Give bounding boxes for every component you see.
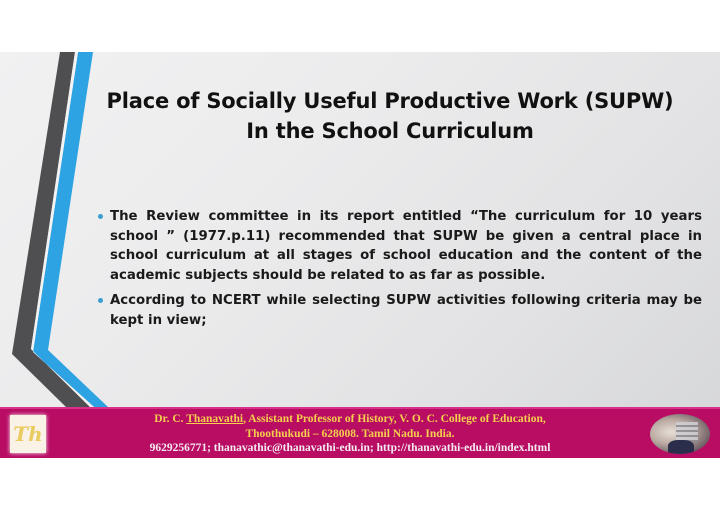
- slide-title: [90, 86, 690, 146]
- author-photo: [650, 414, 710, 454]
- author-prefix: Dr. C.: [154, 413, 187, 425]
- footer-credits: [60, 412, 640, 456]
- bullet-dot-icon: [98, 298, 103, 303]
- title-line-2: In the School Curriculum: [246, 119, 534, 143]
- photo-bookshelf: [676, 422, 698, 442]
- logo-icon: [10, 415, 46, 453]
- bullet-text: The Review committee in its report entitled “The curriculum for 10 years school ” (1977.p.11) recommended that SUPW be given a central place in school curriculum at all stages of school education and the content of the academic subjects should be related to as far as possible.: [110, 209, 702, 283]
- photo-person: [668, 440, 694, 454]
- bullet-item: [110, 291, 702, 330]
- logo-text: Th: [13, 422, 43, 446]
- footer-address-line: Thoothukudi – 628008. Tamil Nadu. India.: [245, 427, 455, 440]
- bullet-item: [110, 207, 702, 285]
- footer-author-line: [60, 412, 640, 427]
- author-affiliation: , Assistant Professor of History, V. O. C. College of Education,: [243, 413, 546, 425]
- bullet-list: [110, 207, 702, 336]
- bullet-text: According to NCERT while selecting SUPW activities following criteria may be kept in view;: [110, 293, 702, 328]
- presentation-slide: [0, 52, 720, 407]
- slide-footer: [0, 407, 720, 458]
- title-line-1: Place of Socially Useful Productive Work (SUPW): [106, 89, 674, 113]
- footer-contact-line: 9629256771; thanavathic@thanavathi-edu.in; http://thanavathi-edu.in/index.html: [149, 442, 551, 454]
- bullet-dot-icon: [98, 214, 103, 219]
- author-name: Thanavathi: [186, 413, 244, 425]
